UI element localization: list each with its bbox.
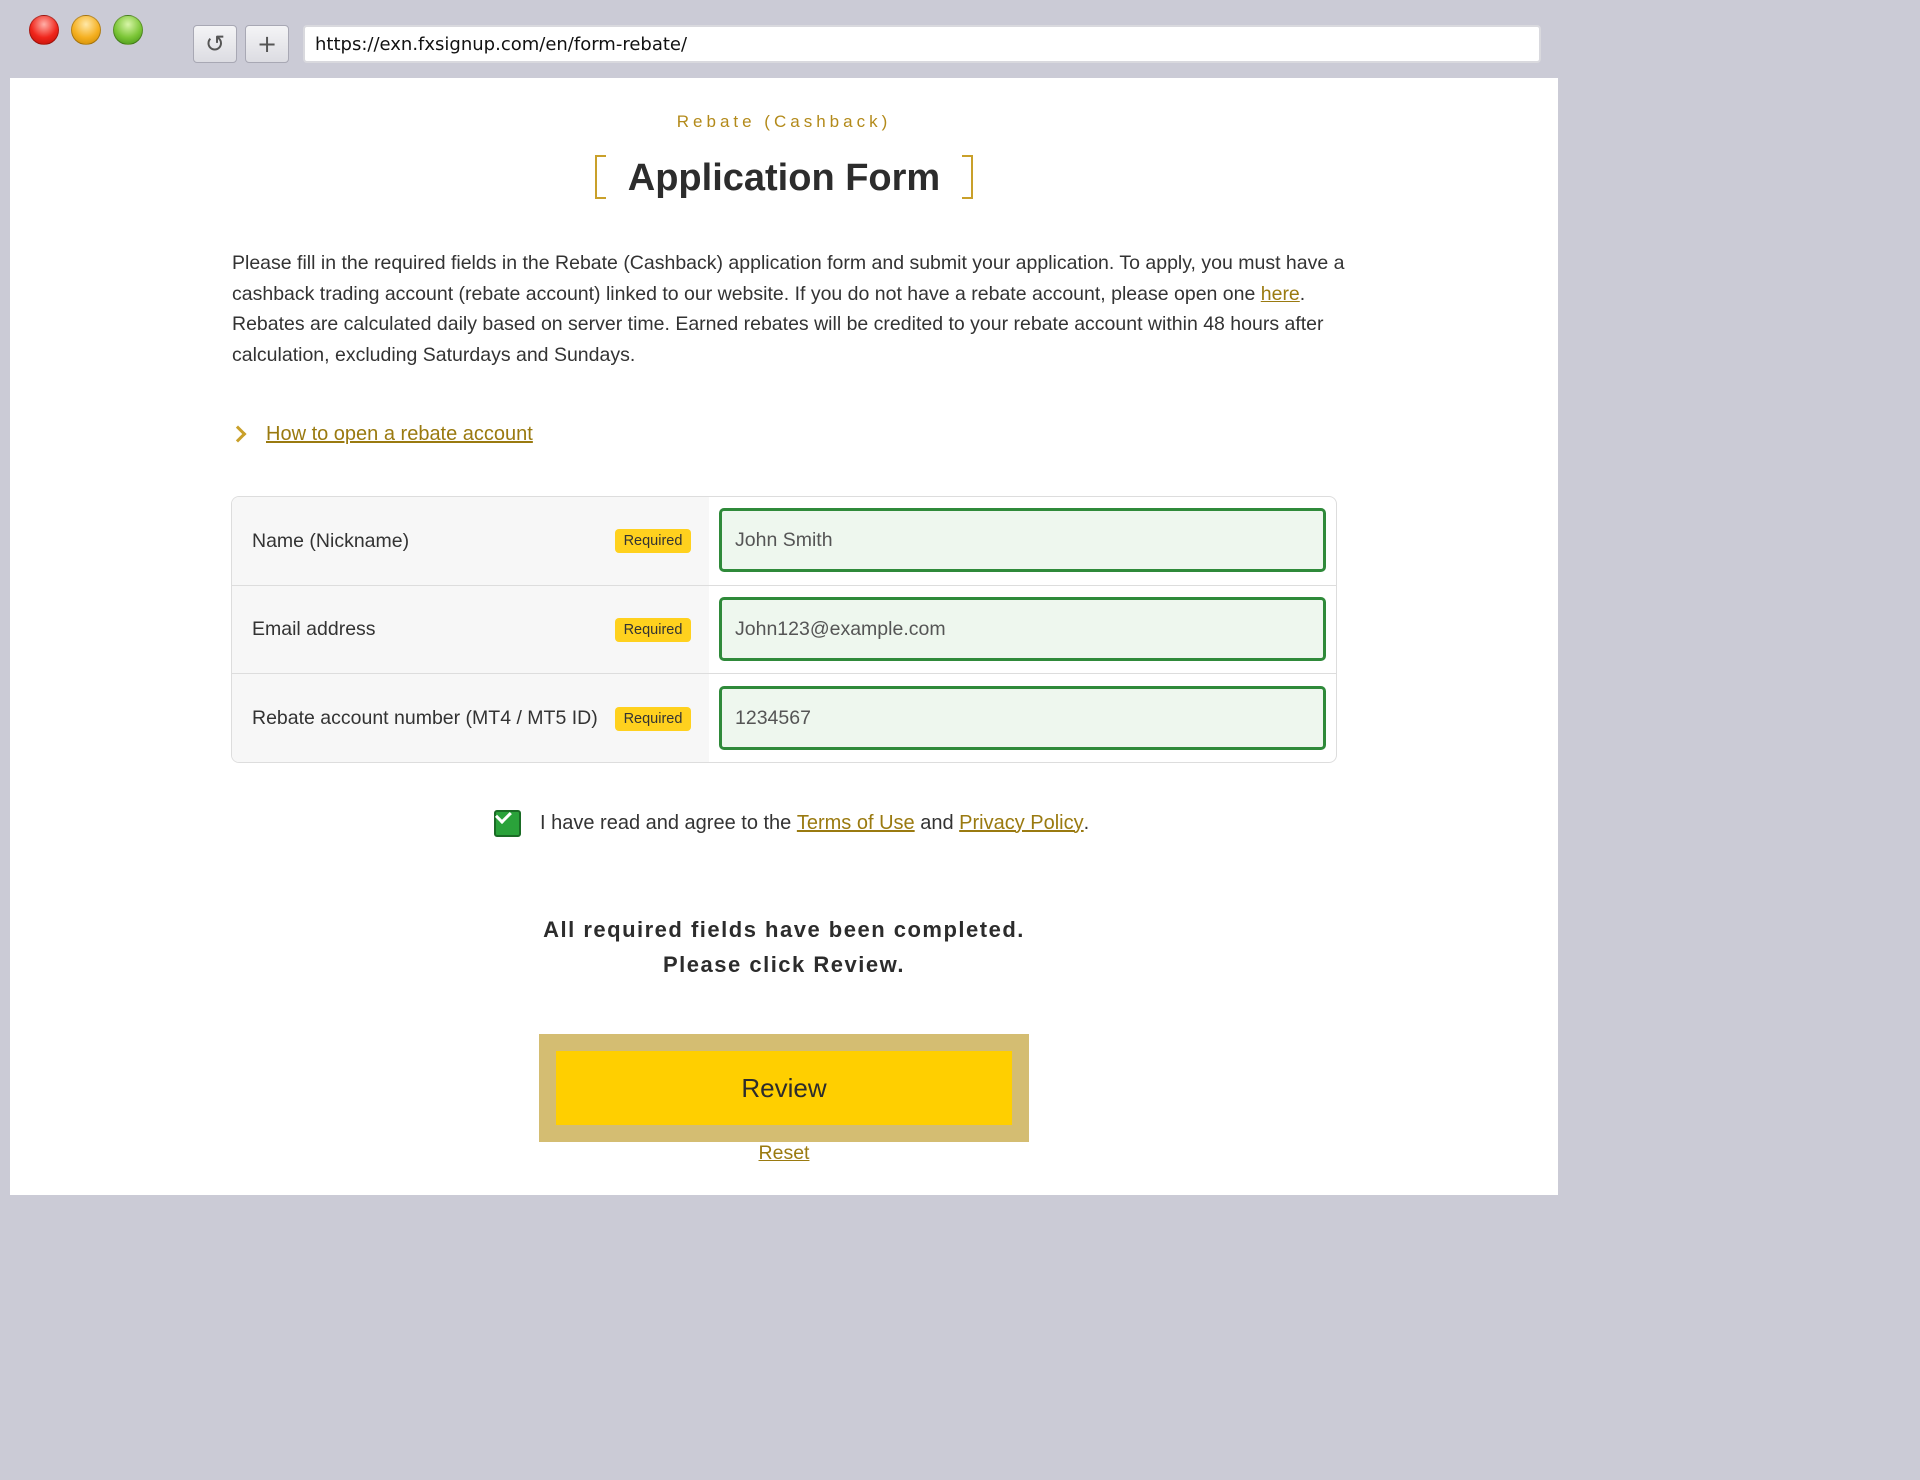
howto-open-account-link[interactable]: How to open a rebate account	[266, 422, 533, 445]
agree-text-prefix: I have read and agree to the	[540, 811, 797, 834]
completion-message-line-1: All required fields have been completed.	[543, 917, 1025, 942]
browser-chrome	[0, 0, 1568, 78]
required-badge: Required	[615, 529, 691, 553]
address-bar[interactable]	[303, 25, 1541, 63]
form-label-cell	[232, 497, 709, 585]
window-minimize-button[interactable]	[71, 15, 101, 45]
reset-row	[10, 1142, 1558, 1165]
review-button[interactable]: Review	[556, 1051, 1012, 1125]
account-number-label: Rebate account number (MT4 / MT5 ID)	[252, 707, 598, 729]
page-subtitle: Rebate (Cashback)	[676, 112, 892, 131]
application-form	[231, 496, 1337, 763]
agree-row	[494, 808, 1089, 838]
chevron-right-icon	[230, 426, 247, 443]
reload-icon: ↺	[204, 30, 226, 58]
email-input[interactable]: John123@example.com	[719, 597, 1326, 661]
review-button-frame	[539, 1034, 1029, 1142]
intro-text	[232, 248, 1347, 370]
intro-paragraph-2: Rebates are calculated daily based on server time. Earned rebates will be credited to your rebate account within 48 hours after calculation, excluding Saturdays and Sundays.	[232, 313, 1324, 366]
new-tab-button[interactable]	[245, 25, 289, 63]
account-number-input[interactable]: 1234567	[719, 686, 1326, 750]
required-badge: Required	[615, 707, 691, 731]
plus-icon: +	[256, 30, 278, 58]
privacy-policy-link[interactable]: Privacy Policy	[959, 811, 1084, 834]
required-badge: Required	[615, 618, 691, 642]
intro-paragraph-1-period: .	[1299, 282, 1306, 305]
address-bar-url: https://exn.fxsignup.com/en/form-rebate/	[315, 33, 688, 55]
completion-message	[10, 912, 1558, 982]
agree-checkbox[interactable]	[494, 810, 521, 837]
completion-message-line-2: Please click Review.	[663, 952, 905, 977]
form-row-email	[232, 585, 1336, 673]
window-maximize-button[interactable]	[113, 15, 143, 45]
window-close-button[interactable]	[29, 15, 59, 45]
right-bracket-decoration	[962, 155, 973, 199]
email-label: Email address	[252, 618, 376, 640]
page-title: Application Form	[627, 157, 941, 199]
name-input[interactable]: John Smith	[719, 508, 1326, 572]
intro-paragraph-1	[232, 248, 1347, 309]
form-row-account-number	[232, 673, 1336, 763]
howto-link-row	[232, 420, 533, 448]
page-content	[10, 78, 1558, 1195]
form-row-name	[232, 497, 1336, 585]
reset-link[interactable]: Reset	[758, 1142, 810, 1164]
page-title-block	[595, 152, 973, 200]
open-account-here-link[interactable]: here	[1260, 282, 1300, 305]
reload-button[interactable]	[193, 25, 237, 63]
agree-text-suffix: .	[1083, 811, 1090, 834]
form-label-cell	[232, 586, 709, 673]
form-label-cell	[232, 674, 709, 763]
terms-of-use-link[interactable]: Terms of Use	[796, 811, 915, 834]
intro-paragraph-1-text: Please fill in the required fields in the Rebate (Cashback) application form and submit your application. To apply, you must have a cashback trading account (rebate account) linked to our website. If you do not have a rebate account, please open one	[232, 252, 1345, 305]
name-label: Name (Nickname)	[252, 529, 410, 552]
agree-text-and: and	[914, 811, 960, 834]
